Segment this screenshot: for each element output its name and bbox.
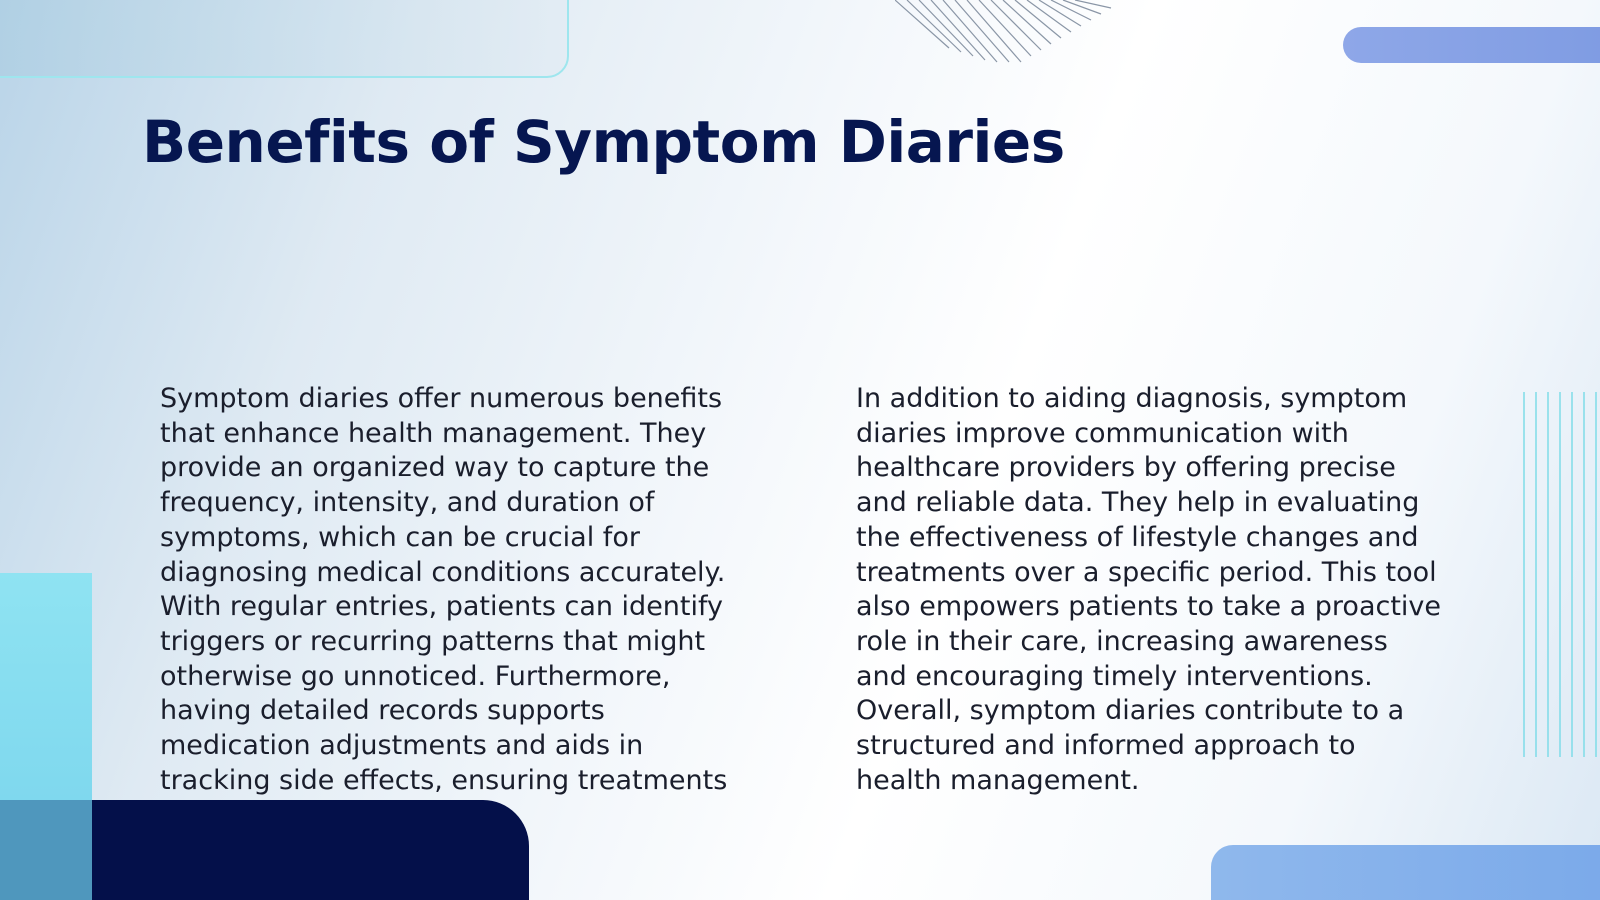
right-paragraph-line: treatments over a specific period. This tool xyxy=(856,556,1437,588)
right-paragraph-line: also empowers patients to take a proactive xyxy=(856,591,1442,623)
right-paragraph-line: diaries improve communication with xyxy=(856,417,1349,449)
left-paragraph-line: that enhance health management. They xyxy=(160,417,707,449)
right-paragraph-line: Overall, symptom diaries contribute to a xyxy=(856,695,1405,727)
left-paragraph-line: diagnosing medical conditions accurately. xyxy=(160,556,726,588)
left-paragraph-line: With regular entries, patients can identify xyxy=(160,591,724,623)
vertical-lines-decoration xyxy=(1520,392,1600,757)
left-body-paragraph xyxy=(160,382,750,798)
left-paragraph-line: triggers or recurring patterns that might xyxy=(160,625,706,657)
right-paragraph-line: health management. xyxy=(856,764,1140,796)
top-left-decorative-panel xyxy=(0,0,569,78)
left-cyan-block-decoration xyxy=(0,573,92,800)
right-paragraph-line: and reliable data. They help in evaluating xyxy=(856,487,1420,519)
left-steel-block-decoration xyxy=(0,800,92,900)
right-paragraph-line: structured and informed approach to xyxy=(856,730,1356,762)
left-paragraph-line: tracking side effects, ensuring treatments xyxy=(160,764,728,796)
right-paragraph-line: role in their care, increasing awareness xyxy=(856,625,1388,657)
left-paragraph-line: having detailed records supports xyxy=(160,695,605,727)
left-paragraph-line: medication adjustments and aids in xyxy=(160,730,644,762)
left-paragraph-line: otherwise go unnoticed. Furthermore, xyxy=(160,660,671,692)
left-paragraph-line: Symptom diaries offer numerous benefits xyxy=(160,383,723,414)
top-right-pill-decoration xyxy=(1343,27,1600,63)
left-paragraph-line: frequency, intensity, and duration of xyxy=(160,487,655,519)
right-paragraph-line: In addition to aiding diagnosis, symptom xyxy=(856,383,1408,414)
right-paragraph-line: healthcare providers by offering precise xyxy=(856,452,1396,484)
right-body-paragraph xyxy=(856,382,1456,798)
left-paragraph-line: provide an organized way to capture the xyxy=(160,452,710,484)
diagonal-lines-decoration xyxy=(895,0,1145,64)
slide-title: Benefits of Symptom Diaries xyxy=(142,108,1065,176)
bottom-navy-block-decoration xyxy=(92,800,529,900)
right-paragraph-line: the effectiveness of lifestyle changes and xyxy=(856,521,1419,553)
bottom-right-block-decoration xyxy=(1211,845,1600,900)
left-paragraph-line: symptoms, which can be crucial for xyxy=(160,521,640,553)
right-paragraph-line: and encouraging timely interventions. xyxy=(856,660,1373,692)
